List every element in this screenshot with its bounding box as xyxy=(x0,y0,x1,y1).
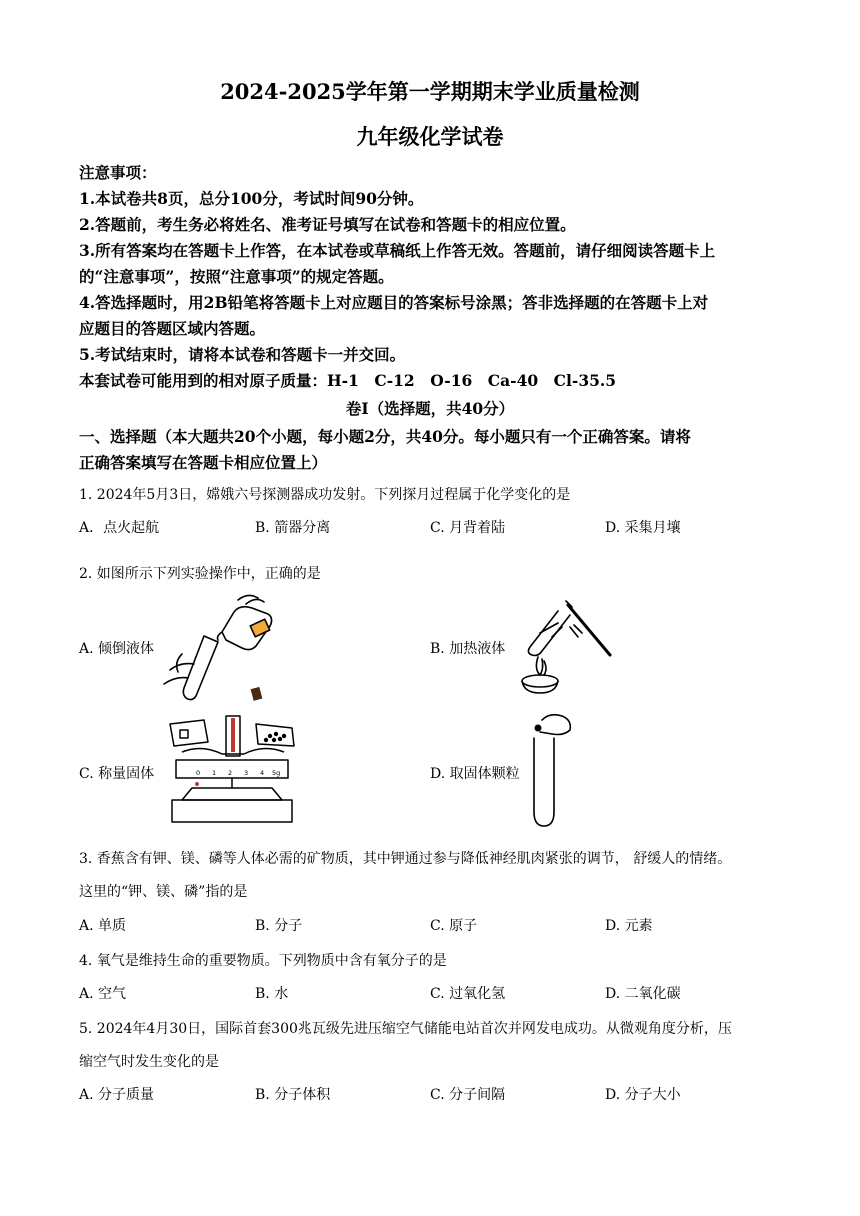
q3-option-a: A. 单质 xyxy=(79,918,127,934)
q2-option-c: C. 称量固体 xyxy=(79,766,155,782)
note-item-4: 4.答选择题时，用2B铅笔将答题卡上对应题目的答案标号涂黑；答非选择题的在答题卡上对 xyxy=(79,293,709,312)
note-item-3-cont: 的“注意事项”，按照“注意事项”的规定答题。 xyxy=(79,267,394,286)
volume-heading: 卷Ⅰ（选择题，共40分） xyxy=(345,399,515,418)
q4-option-d: D. 二氧化碳 xyxy=(605,986,681,1002)
q5-option-c: C. 分子间隔 xyxy=(430,1087,506,1103)
q2-option-d: D. 取固体颗粒 xyxy=(430,766,520,782)
note-item-5: 5.考试结束时，请将本试卷和答题卡一并交回。 xyxy=(79,345,406,364)
part-heading-line1: 一、选择题（本大题共20个小题，每小题2分，共40分。每小题只有一个正确答案。请将 xyxy=(79,427,691,446)
q2-option-b: B. 加热液体 xyxy=(430,641,506,657)
q3-option-c: C. 原子 xyxy=(430,918,478,934)
q1-option-a: A．点火起航 xyxy=(79,520,160,536)
scale-tick-4: 4 xyxy=(260,769,265,777)
q2-option-a: A. 倾倒液体 xyxy=(79,641,155,657)
q1-option-b: B. 箭器分离 xyxy=(255,520,331,536)
note-item-4-cont: 应题目的答题区域内答题。 xyxy=(79,319,266,338)
note-item-3: 3.所有答案均在答题卡上作答，在本试卷或草稿纸上作答无效。答题前，请仔细阅读答题卡上 xyxy=(79,241,716,260)
question-3-stem-line2: 这里的“钾、镁、磷”指的是 xyxy=(79,884,248,900)
heating-liquid-figure xyxy=(510,597,620,697)
question-1-stem: 1. 2024年5月3日，嫦娥六号探测器成功发射。下列探月过程属于化学变化的是 xyxy=(79,487,571,503)
q3-option-b: B. 分子 xyxy=(255,918,303,934)
question-5-stem-line1: 5. 2024年4月30日，国际首套300兆瓦级先进压缩空气储能电站首次并网发电成功。从微观角度分析，压 xyxy=(79,1021,732,1037)
q1-option-c: C. 月背着陆 xyxy=(430,520,506,536)
q5-option-d: D. 分子大小 xyxy=(605,1087,681,1103)
question-2-stem: 2. 如图所示下列实验操作中，正确的是 xyxy=(79,566,321,582)
q4-option-a: A. 空气 xyxy=(79,986,127,1002)
q4-option-c: C. 过氧化氢 xyxy=(430,986,506,1002)
atomic-mass-line: 本套试卷可能用到的相对原子质量：H-1 C-12 O-16 Ca-40 Cl-35.5 xyxy=(79,371,617,390)
q4-option-b: B. 水 xyxy=(255,986,289,1002)
notes-heading: 注意事项： xyxy=(79,163,157,182)
balance-scale-figure xyxy=(162,712,302,827)
scale-tick-5: 5g xyxy=(272,769,281,777)
q3-option-d: D. 元素 xyxy=(605,918,653,934)
part-heading-line2: 正确答案填写在答题卡相应位置上） xyxy=(79,453,328,472)
question-5-stem-line2: 缩空气时发生变化的是 xyxy=(79,1054,219,1070)
q1-option-d: D. 采集月壤 xyxy=(605,520,681,536)
scale-tick-1: 1 xyxy=(212,769,217,777)
scale-tick-2: 2 xyxy=(228,769,233,777)
solid-particle-figure xyxy=(528,712,578,830)
scale-tick-3: 3 xyxy=(244,769,249,777)
exam-subtitle: 九年级化学试卷 xyxy=(356,124,504,149)
q5-option-b: B. 分子体积 xyxy=(255,1087,331,1103)
scale-tick-0: 0 xyxy=(196,769,201,777)
pouring-liquid-figure xyxy=(160,592,280,702)
question-4-stem: 4. 氧气是维持生命的重要物质。下列物质中含有氧分子的是 xyxy=(79,953,447,969)
q5-option-a: A. 分子质量 xyxy=(79,1087,155,1103)
exam-title: 2024-2025学年第一学期期末学业质量检测 xyxy=(220,79,640,104)
note-item-1: 1.本试卷共8页，总分100分，考试时间90分钟。 xyxy=(79,189,424,208)
note-item-2: 2.答题前，考生务必将姓名、准考证号填写在试卷和答题卡的相应位置。 xyxy=(79,215,576,234)
question-3-stem-line1: 3. 香蕉含有钾、镁、磷等人体必需的矿物质，其中钾通过参与降低神经肌肉紧张的调节， 舒缓人的情绪。 xyxy=(79,851,732,867)
